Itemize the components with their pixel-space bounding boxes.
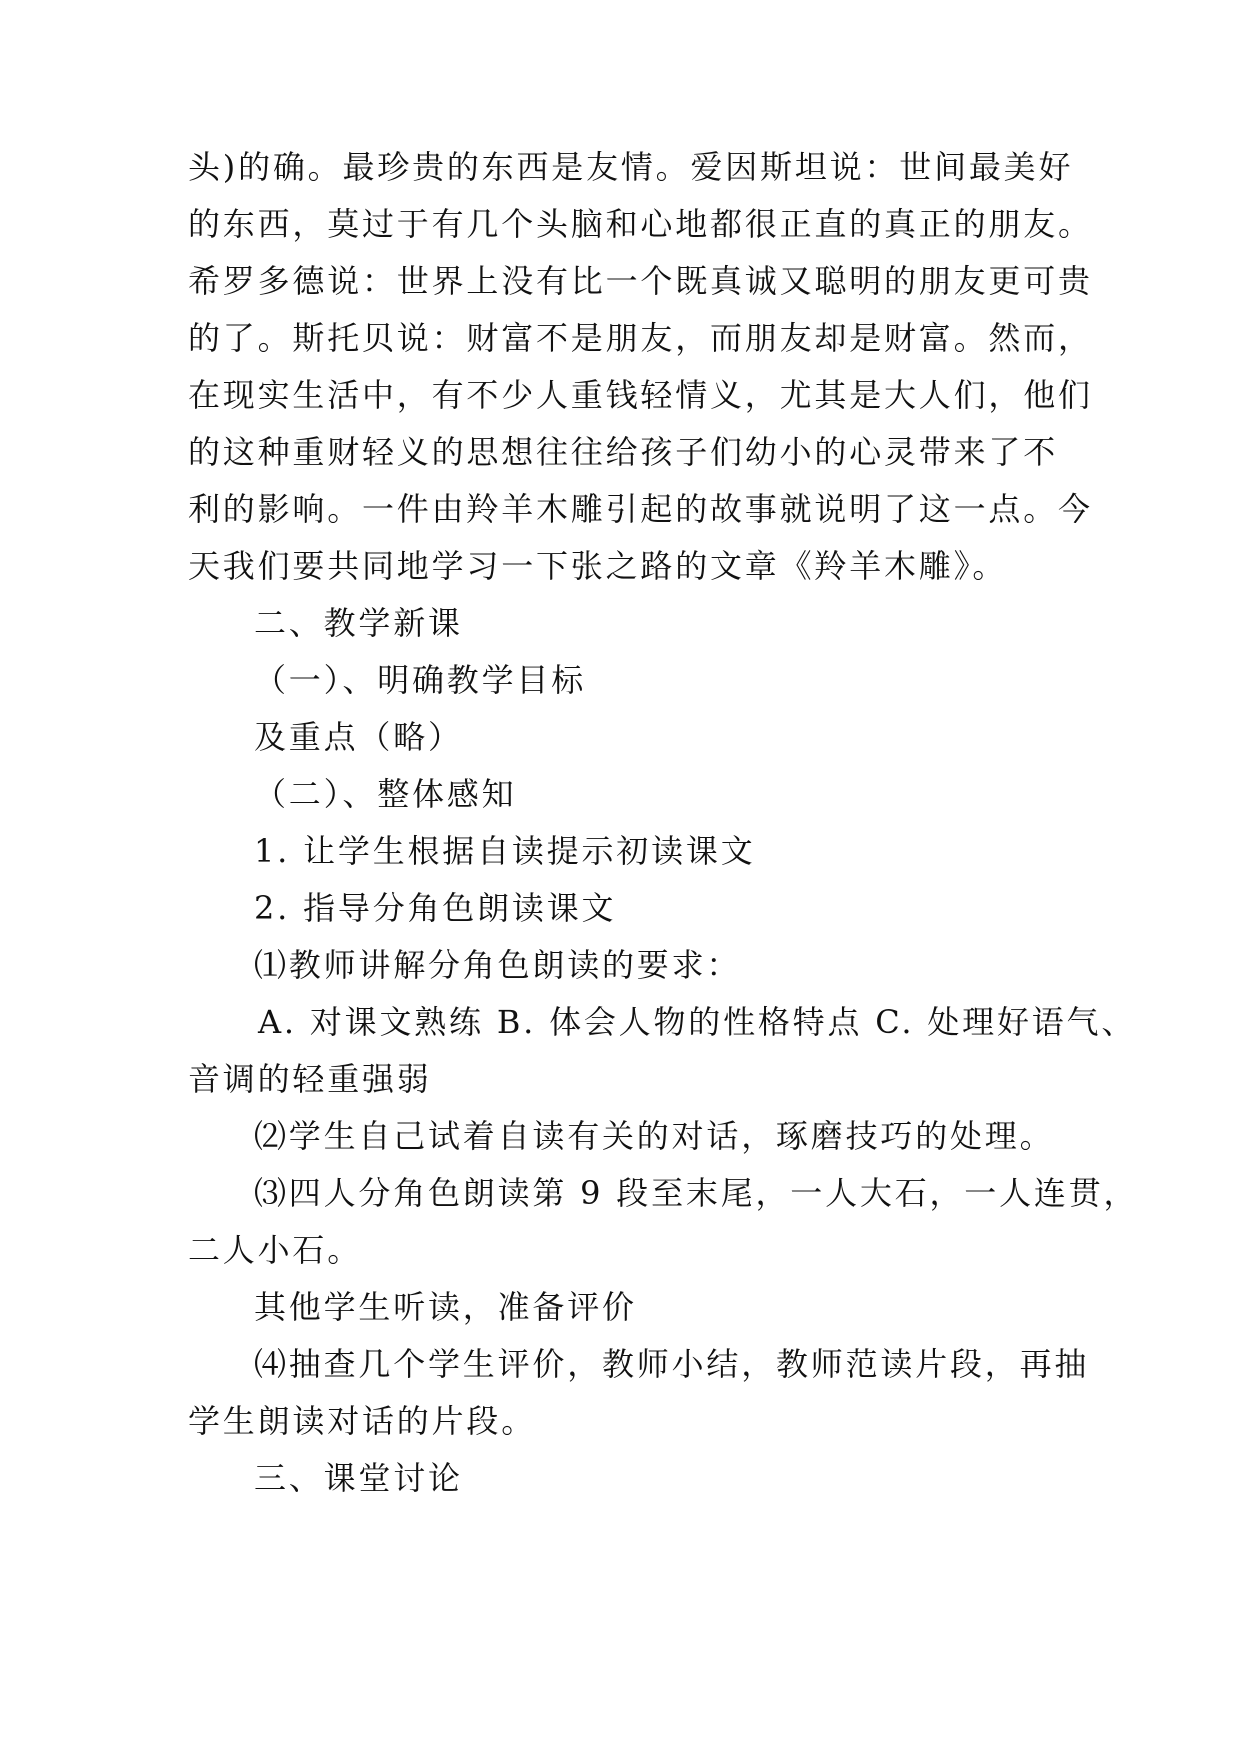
list-item: 2. 指导分角色朗读课文 [254,889,617,927]
text-line: 的这种重财轻义的思想往往给孩子们幼小的心灵带来了不 [188,433,1059,471]
text-line: 天我们要共同地学习一下张之路的文章《羚羊木雕》。 [188,547,1008,585]
text-line: 的东西，莫过于有几个头脑和心地都很正直的真正的朋友。 [188,205,1093,243]
list-item: ⑶四人分角色朗读第 9 段至末尾，一人大石，一人连贯， [254,1174,1139,1212]
list-item: ⑵学生自己试着自读有关的对话，琢磨技巧的处理。 [254,1117,1055,1155]
subsection-heading: （一）、明确教学目标 [254,661,587,699]
text-line: 学生朗读对话的片段。 [188,1402,537,1440]
list-item: ⑴教师讲解分角色朗读的要求： [254,946,742,984]
text-line: 二人小石。 [188,1231,363,1269]
list-item: 1. 让学生根据自读提示初读课文 [254,832,756,870]
text-line: 音调的轻重强弱 [188,1060,432,1098]
text-line: 希罗多德说：世界上没有比一个既真诚又聪明的朋友更可贵 [188,262,1093,300]
section-heading: 三、课堂讨论 [254,1459,463,1497]
list-item: A. 对课文熟练 B. 体会人物的性格特点 C. 处理好语气、 [258,1003,1137,1041]
section-heading: 二、教学新课 [254,604,463,642]
text-line: 其他学生听读，准备评价 [254,1288,637,1326]
text-line: 头)的确。最珍贵的东西是友情。爱因斯坦说：世间最美好 [188,148,1074,186]
list-item: ⑷抽查几个学生评价，教师小结，教师范读片段，再抽 [254,1345,1090,1383]
text-line: 利的影响。一件由羚羊木雕引起的故事就说明了这一点。今 [188,490,1093,528]
subsection-heading: （二）、整体感知 [254,775,517,813]
text-line: 的了。斯托贝说：财富不是朋友，而朋友却是财富。然而， [188,319,1093,357]
text-line: 及重点（略） [254,718,463,756]
text-line: 在现实生活中，有不少人重钱轻情义，尤其是大人们，他们 [188,376,1093,414]
